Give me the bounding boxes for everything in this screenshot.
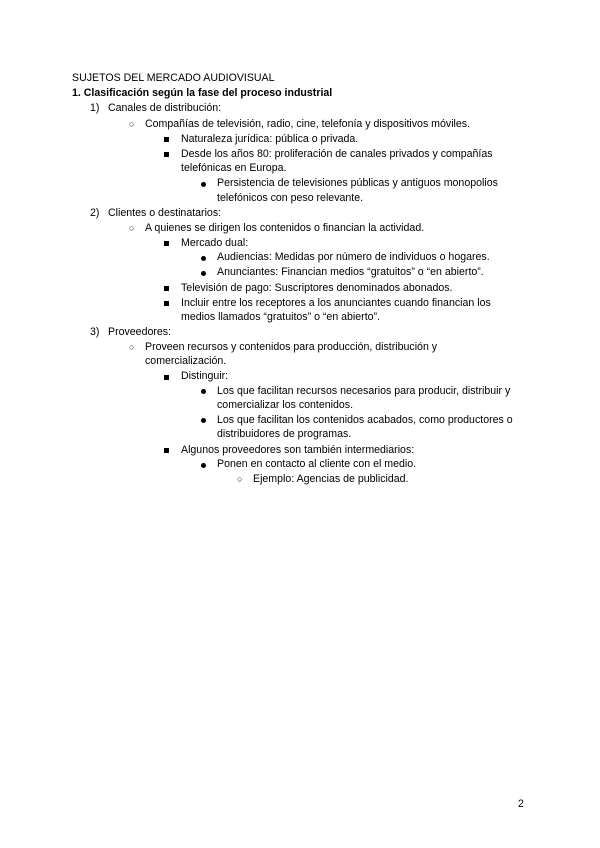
- square-bullet: [164, 375, 169, 380]
- list-item: Desde los años 80: proliferación de canales privados y compañías: [181, 148, 493, 160]
- list-item: Ejemplo: Agencias de publicidad.: [253, 473, 409, 485]
- dot-bullet: [201, 256, 206, 261]
- square-bullet: [164, 152, 169, 157]
- section-heading: 1. Clasificación según la fase del proceso industrial: [72, 87, 333, 99]
- list-number-1: 1): [90, 102, 100, 114]
- list-item-continuation: medios llamados “gratuitos” o “en abierto”.: [181, 311, 381, 323]
- circle-bullet: ○: [129, 342, 135, 352]
- list-item: Distinguir:: [181, 370, 229, 382]
- item-distribution-channels: Canales de distribución:: [108, 102, 222, 114]
- dot-bullet: [201, 463, 206, 468]
- square-bullet: [164, 137, 169, 142]
- list-item: Anunciantes: Financian medios “gratuitos” o “en abierto”.: [217, 266, 484, 278]
- square-bullet: [164, 286, 169, 291]
- list-item-continuation: comercialización.: [145, 355, 227, 367]
- list-item: Los que facilitan recursos necesarios para producir, distribuir y: [217, 385, 511, 397]
- list-item: Ponen en contacto al cliente con el medio.: [217, 458, 417, 470]
- item-providers: Proveedores:: [108, 326, 172, 338]
- circle-bullet: ○: [237, 474, 243, 484]
- item-clients: Clientes o destinatarios:: [108, 207, 222, 219]
- page-number: 2: [518, 798, 524, 810]
- list-number-3: 3): [90, 326, 100, 338]
- list-item: Los que facilitan los contenidos acabados, como productores o: [217, 414, 513, 426]
- list-item-continuation: comercializar los contenidos.: [217, 399, 354, 411]
- list-item: Naturaleza jurídica: pública o privada.: [181, 133, 359, 145]
- list-number-2: 2): [90, 207, 100, 219]
- dot-bullet: [201, 182, 206, 187]
- document-title: SUJETOS DEL MERCADO AUDIOVISUAL: [72, 72, 275, 84]
- list-item: Proveen recursos y contenidos para producción, distribución y: [145, 341, 438, 353]
- list-item: Incluir entre los receptores a los anunciantes cuando financian los: [181, 297, 491, 309]
- square-bullet: [164, 241, 169, 246]
- circle-bullet: ○: [129, 119, 135, 129]
- list-item: Televisión de pago: Suscriptores denominados abonados.: [181, 282, 453, 294]
- square-bullet: [164, 301, 169, 306]
- dot-bullet: [201, 389, 206, 394]
- list-item: Persistencia de televisiones públicas y antiguos monopolios: [217, 177, 498, 189]
- list-item: Audiencias: Medidas por número de individuos o hogares.: [217, 251, 490, 263]
- list-item-continuation: distribuidores de programas.: [217, 428, 352, 440]
- list-item: Mercado dual:: [181, 237, 249, 249]
- dot-bullet: [201, 418, 206, 423]
- list-item-continuation: telefónicas en Europa.: [181, 162, 287, 174]
- list-item-continuation: telefónicos con peso relevante.: [217, 192, 364, 204]
- list-item: Compañías de televisión, radio, cine, telefonía y dispositivos móviles.: [145, 118, 471, 130]
- square-bullet: [164, 448, 169, 453]
- list-item: A quienes se dirigen los contenidos o financian la actividad.: [145, 222, 425, 234]
- circle-bullet: ○: [129, 223, 135, 233]
- list-item: Algunos proveedores son también intermediarios:: [181, 444, 415, 456]
- dot-bullet: [201, 271, 206, 276]
